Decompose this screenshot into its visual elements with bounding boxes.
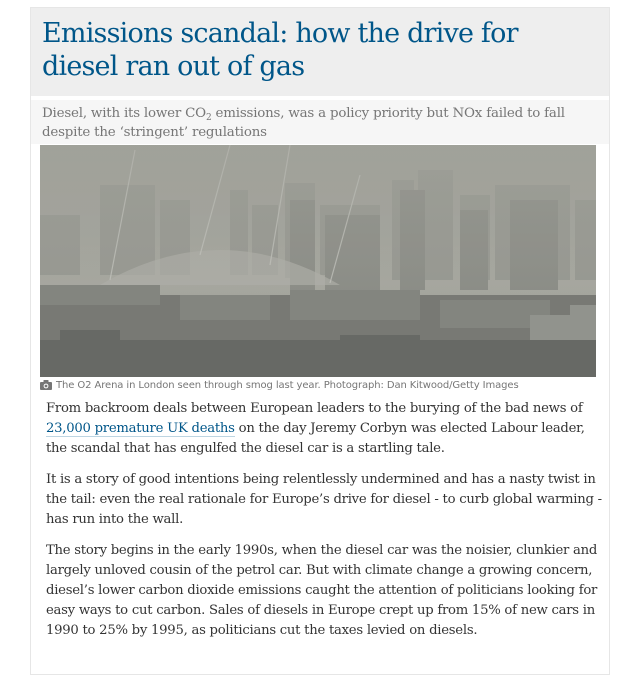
premature-deaths-link[interactable]: 23,000 premature UK deaths (46, 421, 235, 436)
paragraph-2: It is a story of good intentions being relentlessly undermined and has a nasty twist in the tail: even the real rationale for Europe’s drive for diesel - to curb global warming - has run into the wall. (46, 472, 602, 527)
standfirst-text-start: Diesel, with its lower CO (42, 106, 206, 121)
standfirst-text-end: emissions, was a policy priority but NOx failed to fall despite the ‘stringent’ regulations (42, 106, 565, 140)
article-container (31, 8, 609, 674)
photo-caption (40, 378, 600, 394)
headline: Emissions scandal: how the drive for diesel ran out of gas (42, 18, 518, 82)
standfirst (42, 104, 602, 142)
article-body (46, 399, 606, 652)
co2-subscript: 2 (205, 113, 212, 123)
camera-icon (40, 380, 52, 396)
smog-photo (40, 145, 596, 377)
paragraph-1 (46, 399, 606, 459)
headline-panel (31, 8, 609, 96)
standfirst-panel (31, 100, 609, 144)
caption-text: The O2 Arena in London seen through smog last year. Photograph: Dan Kitwood/Getty Images (56, 380, 519, 391)
paragraph-1-end: on the day Jeremy Corbyn was elected Labour leader, the scandal that has engulfed the diesel car is a startling tale. (46, 421, 585, 456)
smog-photo-illustration (40, 145, 596, 377)
paragraph-3: The story begins in the early 1990s, when the diesel car was the noisier, clunkier and largely unloved cousin of the petrol car. But with climate change a growing concern, diesel’s lower carbon dioxide emissions caught the attention of politicians looking for easy ways to cut carbon. Sales of diesels in Europe crept up from 15% of new cars in 1990 to 25% by 1995, as politicians cut the taxes levied on diesels. (46, 543, 598, 638)
paragraph-1-start: From backroom deals between European leaders to the burying of the bad news of (46, 401, 583, 416)
